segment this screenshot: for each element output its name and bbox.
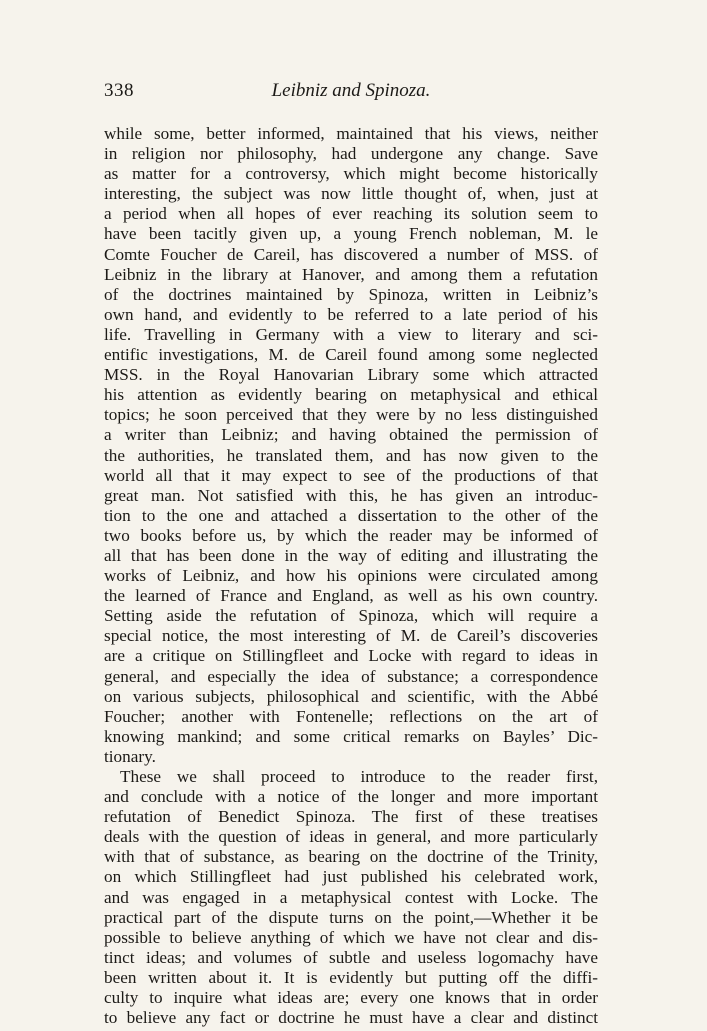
- text-line: Foucher; another with Fontenelle; reflections on the art of: [104, 706, 598, 726]
- text-line: on which Stillingfleet had just published his celebrated work,: [104, 867, 598, 887]
- text-line: been written about it. It is evidently but putting off the diffi-: [104, 967, 598, 987]
- page-number: 338: [104, 80, 134, 101]
- text-line: while some, better informed, maintained that his views, neither: [104, 124, 598, 143]
- text-line: These we shall proceed to introduce to the reader first,: [120, 767, 598, 786]
- text-line: a period when all hopes of ever reaching its solution seem to: [104, 204, 598, 224]
- text-line: Leibniz in the library at Hanover, and among them a refutation: [104, 264, 598, 284]
- text-line: in religion nor philosophy, had undergone any change. Save: [104, 144, 598, 164]
- text-line: world all that it may expect to see of the productions of that: [104, 465, 598, 485]
- text-line: great man. Not satisfied with this, he has given an introduc-: [104, 485, 598, 505]
- text-line: topics; he soon perceived that they were by no less distinguished: [104, 405, 598, 425]
- text-line: MSS. in the Royal Hanovarian Library some which attracted: [104, 365, 598, 385]
- text-line: entific investigations, M. de Careil found among some neglected: [104, 345, 598, 365]
- text-line: are a critique on Stillingfleet and Locke with regard to ideas in: [104, 646, 598, 666]
- text-line: and was engaged in a metaphysical contest with Locke. The: [104, 887, 598, 907]
- text-line: to believe any fact or doctrine he must have a clear and distinct: [104, 1008, 598, 1028]
- text-line: and conclude with a notice of the longer and more important: [104, 787, 598, 807]
- text-line: with that of substance, as bearing on the doctrine of the Trinity,: [104, 847, 598, 867]
- text-line: tion to the one and attached a dissertation to the other of the: [104, 505, 598, 525]
- text-line: on various subjects, philosophical and scientific, with the Abbé: [104, 686, 598, 706]
- text-line: the learned of France and England, as well as his own country.: [104, 586, 598, 606]
- text-line: two books before us, by which the reader may be informed of: [104, 525, 598, 545]
- text-line: special notice, the most interesting of M. de Careil’s discoveries: [104, 626, 598, 646]
- body-text: [104, 124, 598, 1028]
- text-line: of the doctrines maintained by Spinoza, written in Leibniz’s: [104, 284, 598, 304]
- text-line: interesting, the subject was now little thought of, when, just at: [104, 184, 598, 204]
- text-line: possible to believe anything of which we have not clear and dis-: [104, 927, 598, 947]
- text-line: all that has been done in the way of editing and illustrating the: [104, 545, 598, 565]
- running-head: [104, 80, 598, 110]
- text-line: own hand, and evidently to be referred to a late period of his: [104, 304, 598, 324]
- text-line: knowing mankind; and some critical remarks on Bayles’ Dic-: [104, 726, 598, 746]
- text-line: Comte Foucher de Careil, has discovered a number of MSS. of: [104, 244, 598, 264]
- text-line: a writer than Leibniz; and having obtained the permission of: [104, 425, 598, 445]
- text-line: his attention as evidently bearing on metaphysical and ethical: [104, 385, 598, 405]
- text-line: refutation of Benedict Spinoza. The first of these treatises: [104, 807, 598, 827]
- text-line: Setting aside the refutation of Spinoza, which will require a: [104, 606, 598, 626]
- text-line: deals with the question of ideas in general, and more particularly: [104, 827, 598, 847]
- text-line: the authorities, he translated them, and has now given to the: [104, 445, 598, 465]
- text-line: life. Travelling in Germany with a view to literary and sci-: [104, 324, 598, 344]
- text-line: as matter for a controversy, which might become historically: [104, 164, 598, 184]
- text-line: practical part of the dispute turns on the point,—Whether it be: [104, 907, 598, 927]
- text-line: tionary.: [104, 746, 156, 766]
- text-line: general, and especially the idea of substance; a correspondence: [104, 666, 598, 686]
- text-line: culty to inquire what ideas are; every one knows that in order: [104, 988, 598, 1008]
- text-line: works of Leibniz, and how his opinions were circulated among: [104, 566, 598, 586]
- text-line: have been tacitly given up, a young French nobleman, M. le: [104, 224, 598, 244]
- text-line: tinct ideas; and volumes of subtle and useless logomachy have: [104, 947, 598, 967]
- running-title: Leibniz and Spinoza.: [271, 80, 431, 101]
